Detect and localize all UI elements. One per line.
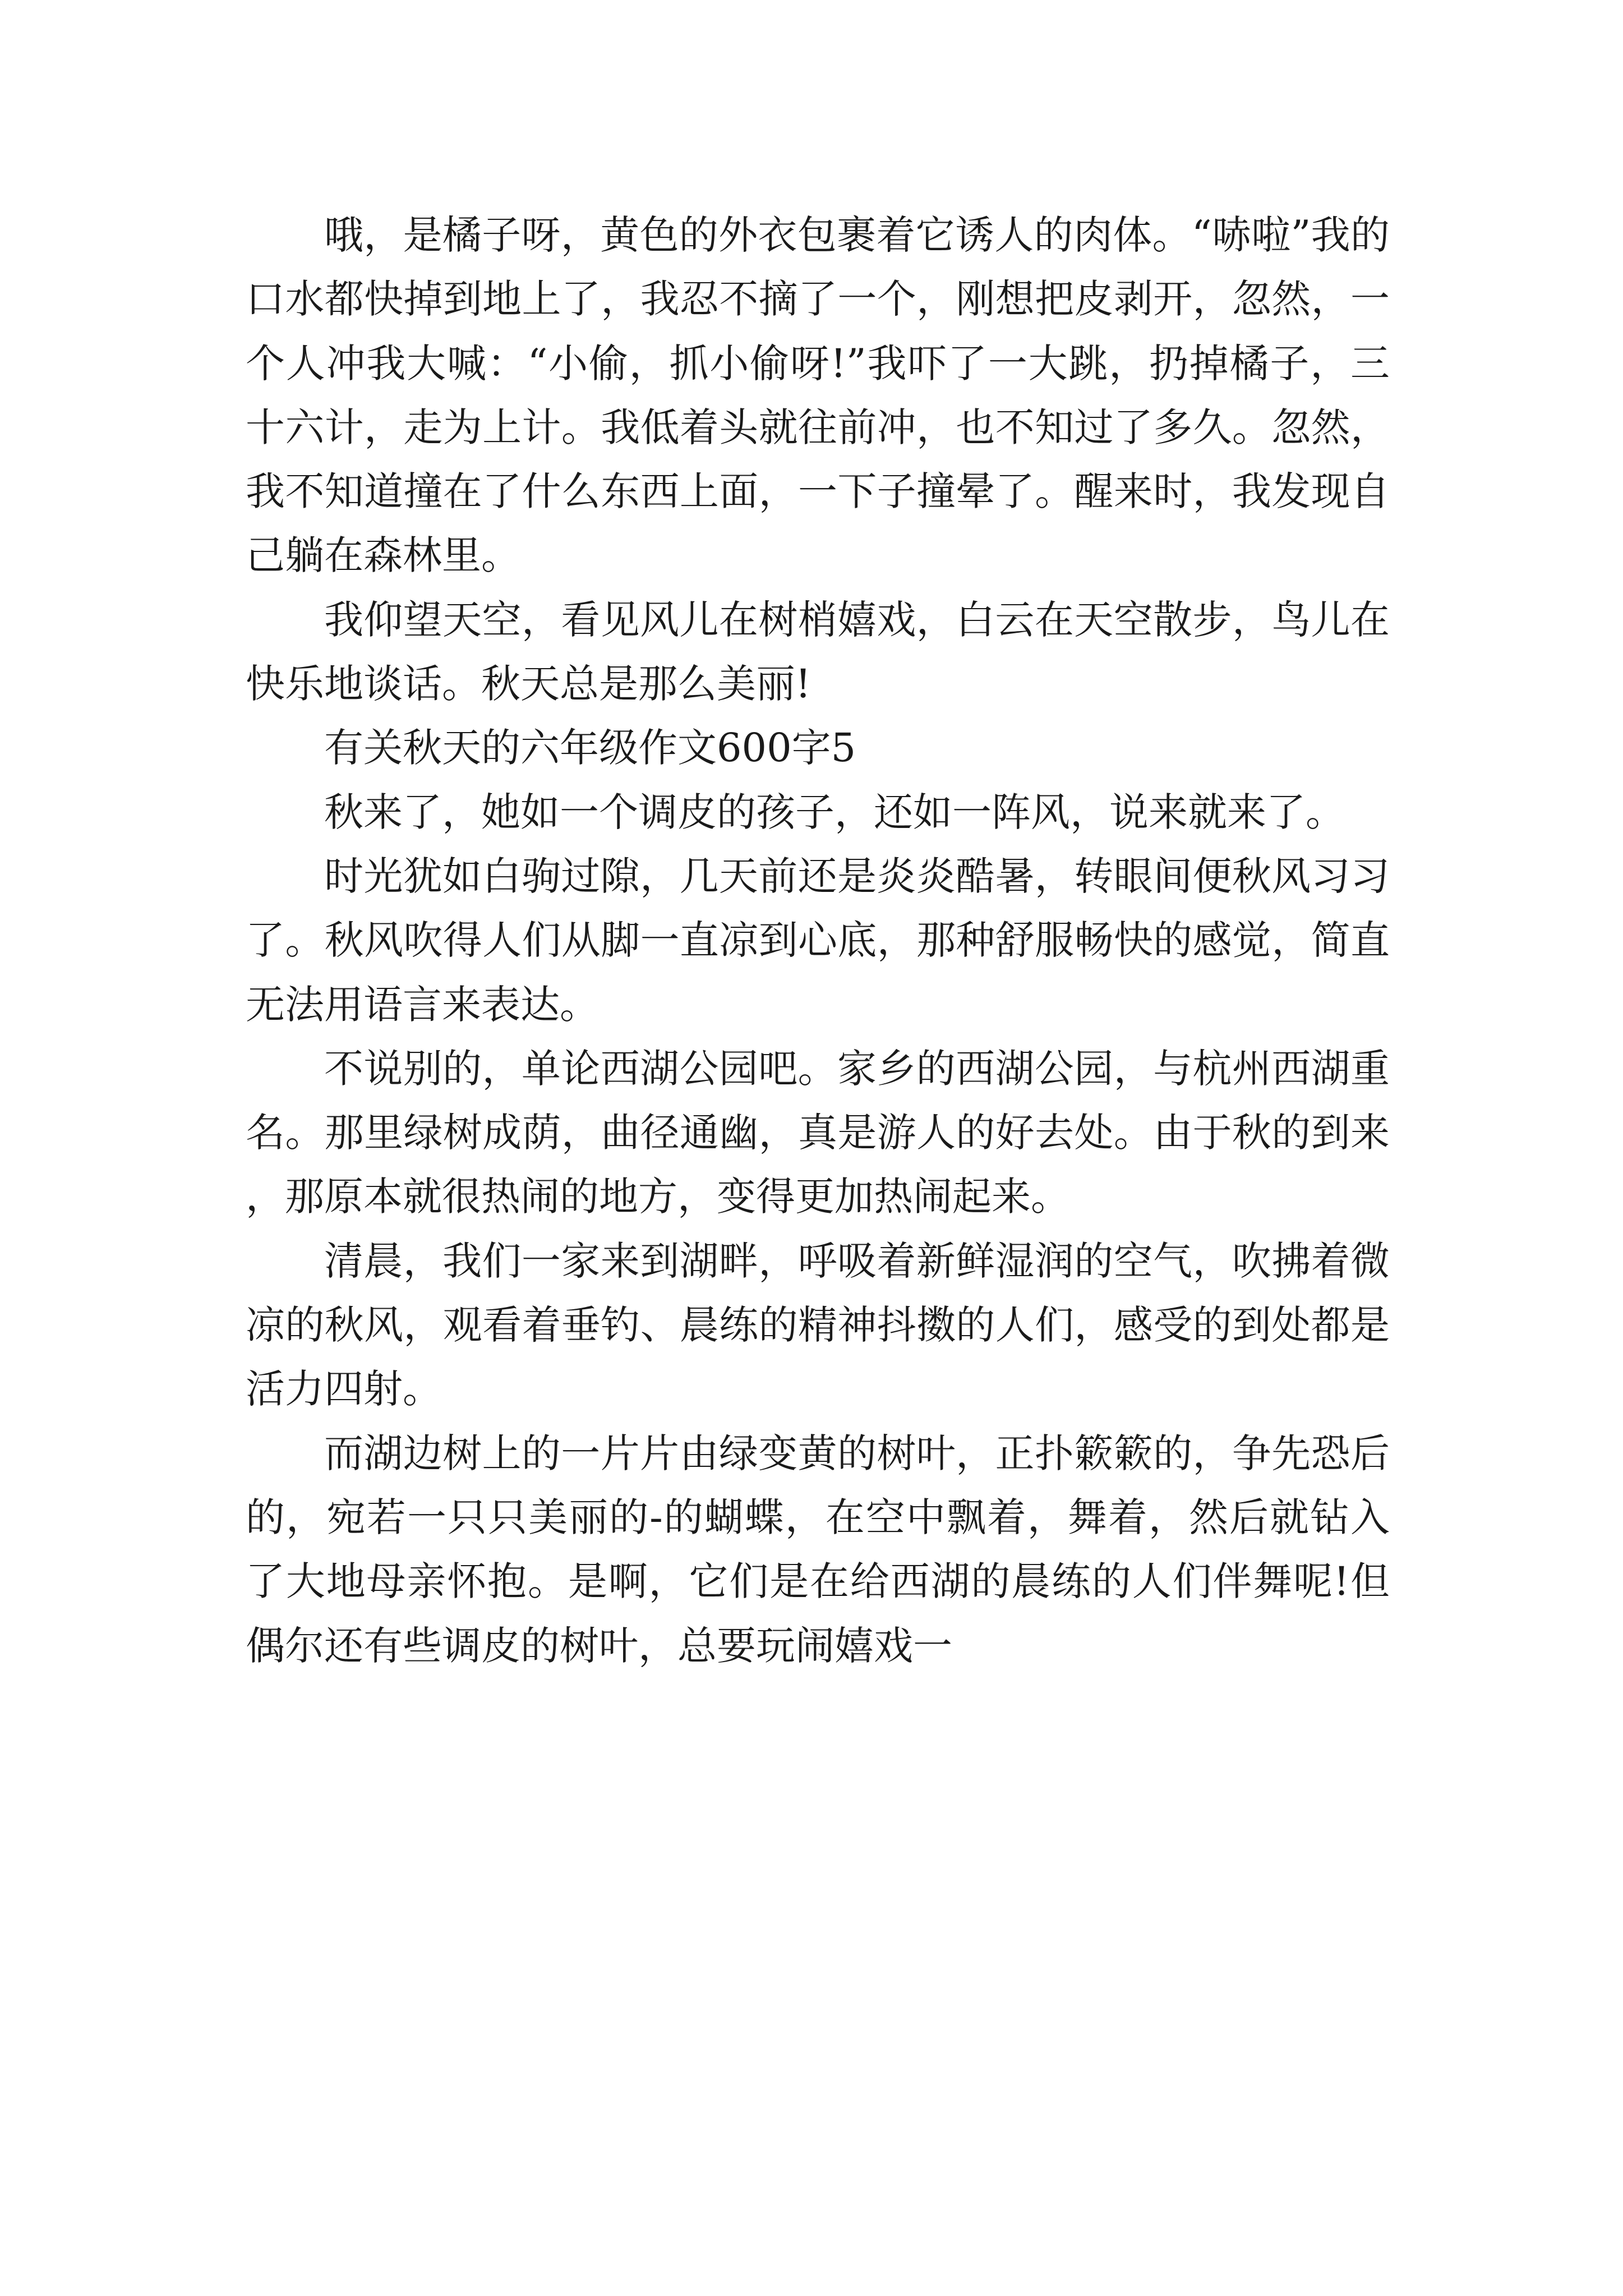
paragraph-autumn-wind: 时光犹如白驹过隙，几天前还是炎炎酷暑，转眼间便秋风习习了。秋风吹得人们从脚一直凉到心底，那种舒服畅快的感觉，简直无法用语言来表达。 (246, 853, 1390, 1028)
paragraph-falling-leaves: 而湖边树上的一片片由绿变黄的树叶，正扑簌簌的，争先恐后的，宛若一只只美丽的-的蝴蝶，在空中飘着，舞着，然后就钻入了大地母亲怀抱。是啊，它们是在给西湖的晨练的人们伴舞呢!但偶尔还有些调皮的树叶，总要玩闹嬉戏一 (246, 1430, 1390, 1669)
document-body (246, 203, 1390, 1678)
paragraph-autumn-arrives: 秋来了，她如一个调皮的孩子，还如一阵风，说来就来了。 (324, 789, 1345, 835)
paragraph-sky: 我仰望天空，看见风儿在树梢嬉戏，白云在天空散步，鸟儿在快乐地谈话。秋天总是那么美丽! (246, 596, 1390, 707)
paragraph-morning-lakeside: 清晨，我们一家来到湖畔，呼吸着新鲜湿润的空气，吹拂着微凉的秋风，观看着垂钓、晨练的精神抖擞的人们，感受的到处都是活力四射。 (246, 1237, 1390, 1412)
paragraph-west-lake-park: 不说别的，单论西湖公园吧。家乡的西湖公园，与杭州西湖重名。那里绿树成荫，曲径通幽，真是游人的好去处。由于秋的到来，那原本就很热闹的地方，变得更加热闹起来。 (246, 1045, 1390, 1220)
section-heading: 有关秋天的六年级作文600字5 (324, 725, 856, 771)
paragraph-orange: 哦，是橘子呀，黄色的外衣包裹着它诱人的肉体。“哧啦”我的口水都快掉到地上了，我忍不摘了一个，刚想把皮剥开，忽然，一个人冲我大喊：“小偷，抓小偷呀!”我吓了一大跳，扔掉橘子，三十六计，走为上计。我低着头就往前冲，也不知过了多久。忽然，我不知道撞在了什么东西上面，一下子撞晕了。醒来时，我发现自己躺在森林里。 (246, 212, 1390, 579)
